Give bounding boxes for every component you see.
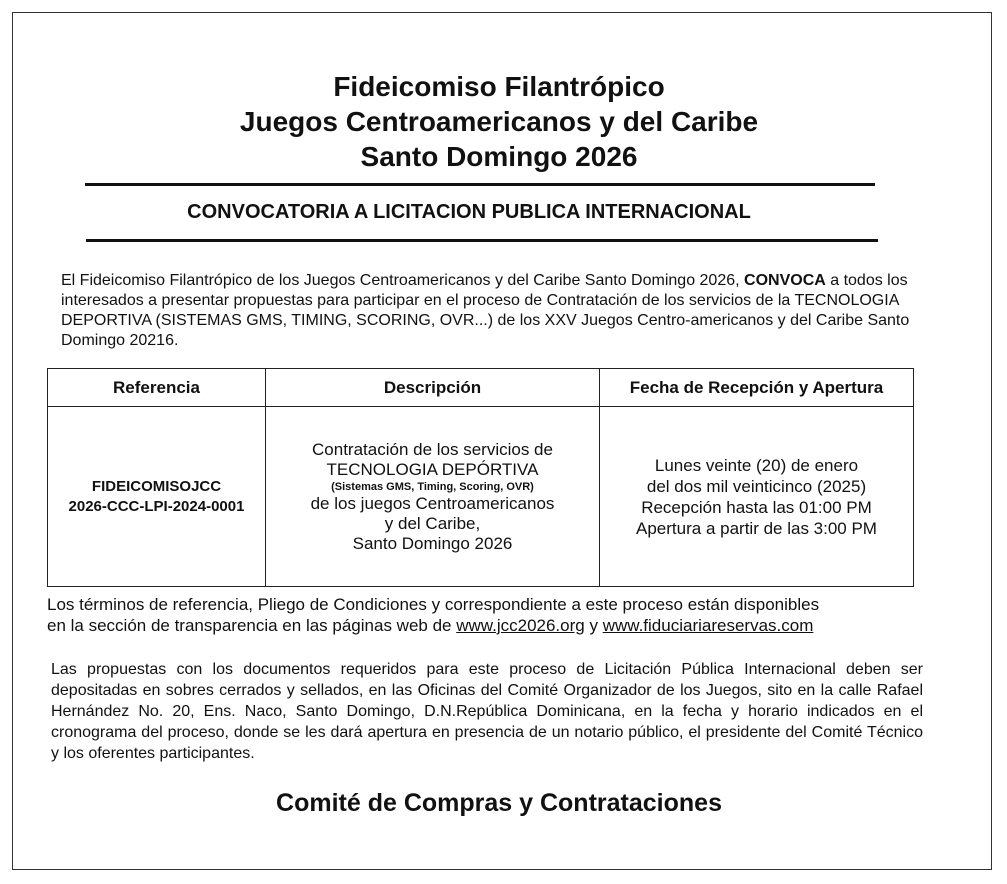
intro-part-2: a todos los interesados a presentar propuestas para participar en el proceso de Contratación de los servicios de la TECNOLOGIA DEPORTIVA (SISTEMAS GMS, TIMING, SCORING, OVR...) de los XXV Juegos Centro-americanos y del Caribe Santo Domingo 20216. xyxy=(61,272,910,349)
reference-line-2: 2026-CCC-LPI-2024-0001 xyxy=(68,497,245,515)
table-row xyxy=(48,407,914,587)
title-line-1: Fideicomiso Filantrópico xyxy=(333,71,665,102)
description-line-1: Contratación de los servicios de xyxy=(312,439,553,459)
title-line-3: Santo Domingo 2026 xyxy=(360,141,638,172)
table-header-row xyxy=(48,369,914,407)
signature-committee: Comité de Compras y Contrataciones xyxy=(276,789,722,817)
description-line-6: Santo Domingo 2026 xyxy=(352,533,513,553)
intro-emphasis: CONVOCA xyxy=(744,272,826,289)
description-line-2: TECNOLOGIA DEPÓRTIVA xyxy=(326,459,539,479)
top-divider xyxy=(85,183,875,186)
column-header-descripcion: Descripción xyxy=(266,369,600,407)
column-header-referencia: Referencia xyxy=(48,369,266,407)
terms-line-1: Los términos de referencia, Pliego de Condiciones y correspondiente a este proceso están disponibles xyxy=(47,595,820,614)
reference-line-1: FIDEICOMISOJCC xyxy=(91,477,222,495)
bottom-divider xyxy=(86,239,878,242)
proposals-paragraph: Las propuestas con los documentos requeridos para este proceso de Licitación Pública Internacional deben ser depositadas en sobres cerrados y sellados, en las Oficinas del Comité Organizador de los Juegos, sito en la calle Rafael Hernández No. 20, Ens. Naco, Santo Domingo, D.N.República Dominicana, en la fecha y horario indicados en el cronograma del proceso, donde se les dará apertura en presencia de un notario público, el presidente del Comité Técnico y los oferentes participantes. xyxy=(51,661,923,762)
terms-connector: y xyxy=(584,616,603,635)
intro-part-1: El Fideicomiso Filantrópico de los Juegos Centroamericanos y del Caribe Santo Domingo 2026, xyxy=(61,272,745,289)
notice-frame xyxy=(12,12,992,870)
terms-line-2-prefix: en la sección de transparencia en las páginas web de xyxy=(47,616,457,635)
date-line-2: del dos mil veinticinco (2025) xyxy=(646,476,867,496)
title-line-2: Juegos Centroamericanos y del Caribe xyxy=(239,106,759,137)
jcc2026-link[interactable]: www.jcc2026.org xyxy=(456,616,585,635)
date-line-4: Apertura a partir de las 3:00 PM xyxy=(636,518,877,538)
description-cell xyxy=(266,407,600,587)
intro-paragraph xyxy=(61,271,933,351)
fiduciariareservas-link[interactable]: www.fiduciariareservas.com xyxy=(602,616,814,635)
date-cell xyxy=(600,407,914,587)
notice-title xyxy=(13,69,985,174)
convocatoria-heading: CONVOCATORIA A LICITACION PUBLICA INTERNACIONAL xyxy=(187,201,751,223)
column-header-fecha: Fecha de Recepción y Apertura xyxy=(600,369,914,407)
description-line-3: (Sistemas GMS, Timing, Scoring, OVR) xyxy=(331,480,534,493)
date-line-3: Recepción hasta las 01:00 PM xyxy=(641,497,872,517)
reference-cell xyxy=(48,407,266,587)
tender-table xyxy=(47,368,914,587)
terms-paragraph xyxy=(47,594,947,636)
description-line-5: y del Caribe, xyxy=(384,513,481,533)
description-line-4: de los juegos Centroamericanos xyxy=(310,493,555,513)
date-line-1: Lunes veinte (20) de enero xyxy=(654,455,859,475)
